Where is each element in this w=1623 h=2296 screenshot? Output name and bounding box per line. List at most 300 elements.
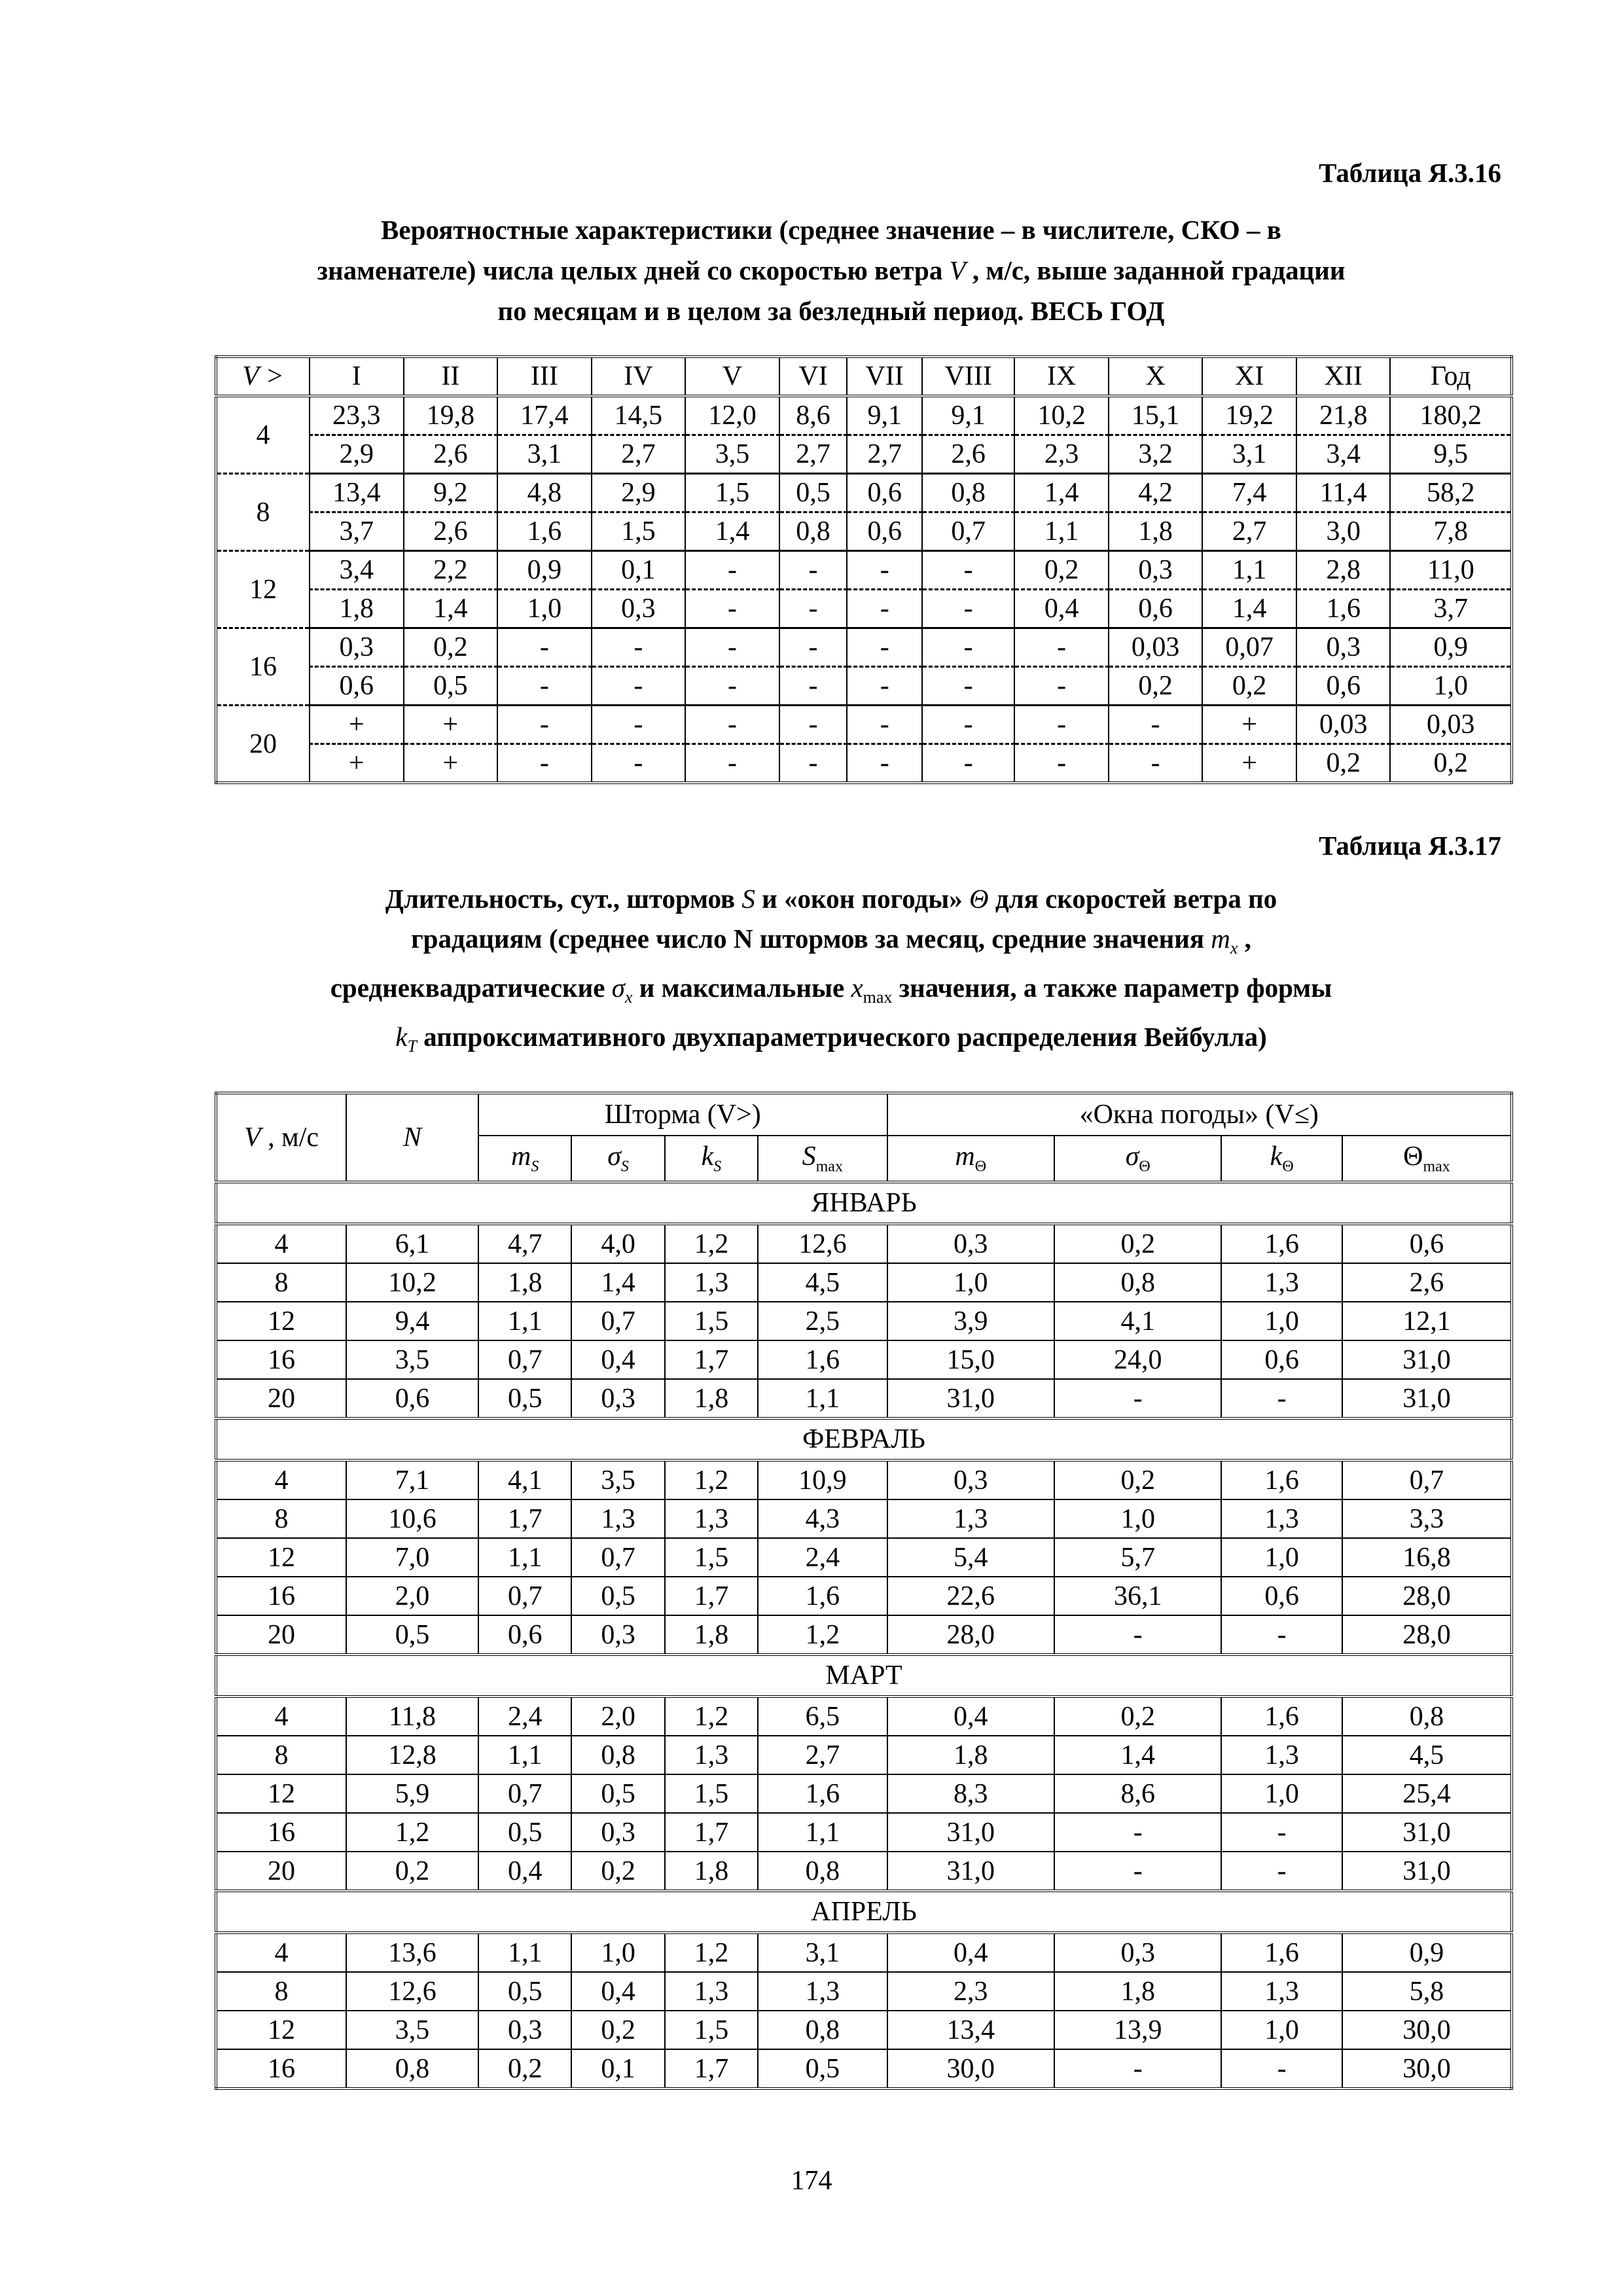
table-17-cell: 3,3 bbox=[1342, 1499, 1512, 1538]
table-17-cell: 0,2 bbox=[1054, 1224, 1221, 1263]
table-16-mean-cell: 12,0 bbox=[685, 396, 779, 435]
table-17-cell: 1,1 bbox=[478, 1736, 571, 1774]
header-storms-group: Шторма (V>) bbox=[478, 1093, 887, 1136]
table-17-cell: 0,5 bbox=[478, 1972, 571, 2011]
table-17-cell: 0,3 bbox=[571, 1615, 664, 1655]
table-16-mean-cell: 23,3 bbox=[310, 396, 404, 435]
table-16-sko-cell: 1,4 bbox=[404, 590, 498, 628]
table-17-cell: 0,2 bbox=[346, 1852, 478, 1891]
table-17-cell: 30,0 bbox=[1342, 2011, 1512, 2049]
table-17-cell: 0,8 bbox=[1054, 1263, 1221, 1302]
table-17-cell: 7,0 bbox=[346, 1538, 478, 1577]
table-17-cell: 4 bbox=[216, 1224, 346, 1263]
table-17-cell: 1,0 bbox=[1054, 1499, 1221, 1538]
table-17-row bbox=[216, 1538, 1512, 1577]
header-windows-group: «Окна погоды» (V≤) bbox=[887, 1093, 1512, 1136]
table-17-cell: - bbox=[1054, 2049, 1221, 2089]
table-16-mean-cell: 0,9 bbox=[497, 551, 592, 590]
table-16-sko-cell: - bbox=[685, 667, 779, 706]
table-17-cell: 0,8 bbox=[346, 2049, 478, 2089]
table-17-cell: 31,0 bbox=[887, 1379, 1054, 1418]
table-16-title-line-3: по месяцам и в целом за безледный период. ВЕСЬ ГОД bbox=[497, 296, 1165, 326]
table-17-cell: 0,2 bbox=[478, 2049, 571, 2089]
table-16-sko-cell: 1,0 bbox=[497, 590, 592, 628]
table-17-month-name: АПРЕЛЬ bbox=[216, 1891, 1512, 1933]
table-17-cell: 1,0 bbox=[887, 1263, 1054, 1302]
table-17-cell: 13,4 bbox=[887, 2011, 1054, 2049]
table-16-sko-cell: - bbox=[847, 590, 922, 628]
table-17-cell: - bbox=[1221, 1615, 1342, 1655]
table-16-mean-cell: 0,2 bbox=[1014, 551, 1109, 590]
table-17-title-line-3: среднеквадратические $\sigma_x$ и максимальные $x_{max}$ значения, а также параметр формы bbox=[330, 973, 1332, 1007]
table-17-cell: 0,2 bbox=[571, 2011, 664, 2049]
table-17-cell: 20 bbox=[216, 1379, 346, 1418]
table-17-cell: 20 bbox=[216, 1615, 346, 1655]
table-17-cell: 1,3 bbox=[1221, 1972, 1342, 2011]
table-17-cell: 31,0 bbox=[1342, 1813, 1512, 1852]
table-16-sko-cell: 2,3 bbox=[1014, 435, 1109, 474]
table-16-sko-cell: 9,5 bbox=[1390, 435, 1512, 474]
table-16-sko-cell: - bbox=[1109, 744, 1203, 783]
table-17-cell: 0,5 bbox=[571, 1577, 664, 1615]
table-17-month-name: МАРТ bbox=[216, 1655, 1512, 1696]
table-16-sko-cell: 7,8 bbox=[1390, 512, 1512, 551]
table-16-header-cell: V > bbox=[216, 357, 310, 396]
table-17-row bbox=[216, 1615, 1512, 1655]
table-17-cell: 0,5 bbox=[571, 1774, 664, 1813]
table-17-cell: 2,4 bbox=[478, 1696, 571, 1736]
table-17-cell: 36,1 bbox=[1054, 1577, 1221, 1615]
table-16-sko-cell: - bbox=[592, 667, 686, 706]
table-17-cell: - bbox=[1054, 1615, 1221, 1655]
table-16-header-cell: IV bbox=[592, 357, 686, 396]
table-17-cell: 0,8 bbox=[1342, 1696, 1512, 1736]
table-16-mean-cell: 0,03 bbox=[1390, 706, 1512, 744]
table-16-mean-cell: 9,2 bbox=[404, 474, 498, 512]
table-16-sko-cell: 0,6 bbox=[310, 667, 404, 706]
table-17 bbox=[215, 1092, 1513, 2090]
table-17-cell: 0,1 bbox=[571, 2049, 664, 2089]
table-17-cell: 0,2 bbox=[1054, 1460, 1221, 1499]
table-17-cell: 0,5 bbox=[346, 1615, 478, 1655]
table-17-cell: 4,0 bbox=[571, 1224, 664, 1263]
table-17-cell: 1,0 bbox=[1221, 1538, 1342, 1577]
table-16-mean-cell: 10,2 bbox=[1014, 396, 1109, 435]
table-17-cell: 31,0 bbox=[1342, 1852, 1512, 1891]
table-16-sko-cell: 0,6 bbox=[1109, 590, 1203, 628]
table-17-month-row bbox=[216, 1418, 1512, 1460]
table-17-cell: - bbox=[1221, 1852, 1342, 1891]
table-16-mean-cell: 11,4 bbox=[1296, 474, 1391, 512]
table-17-cell: 2,5 bbox=[758, 1302, 887, 1340]
table-17-row bbox=[216, 1577, 1512, 1615]
table-17-cell: - bbox=[1221, 1379, 1342, 1418]
table-17-cell: 1,7 bbox=[665, 1340, 758, 1379]
table-17-cell: 28,0 bbox=[1342, 1577, 1512, 1615]
table-17-cell: 12 bbox=[216, 1774, 346, 1813]
table-16-mean-cell: 0,3 bbox=[1109, 551, 1203, 590]
table-17-row bbox=[216, 1460, 1512, 1499]
table-16-sko-cell: - bbox=[1014, 667, 1109, 706]
table-16-mean-cell: 0,3 bbox=[1296, 628, 1391, 667]
header-v: V , м/с bbox=[216, 1093, 346, 1182]
table-17-cell: - bbox=[1054, 1852, 1221, 1891]
table-17-cell: 0,2 bbox=[1054, 1696, 1221, 1736]
table-17-cell: 1,1 bbox=[478, 1538, 571, 1577]
table-17-cell: 0,3 bbox=[887, 1224, 1054, 1263]
table-17-col-header: $k_S$ bbox=[665, 1136, 758, 1182]
table-17-cell: 1,8 bbox=[1054, 1972, 1221, 2011]
table-16-sko-row bbox=[216, 667, 1512, 706]
table-17-cell: 4,1 bbox=[478, 1460, 571, 1499]
table-16-sko-cell: 3,7 bbox=[310, 512, 404, 551]
table-16-mean-cell: + bbox=[1202, 706, 1296, 744]
table-17-cell: 0,7 bbox=[571, 1538, 664, 1577]
table-16-header-row bbox=[216, 357, 1512, 396]
table-16-mean-cell: 4,2 bbox=[1109, 474, 1203, 512]
table-16-mean-cell: 0,03 bbox=[1296, 706, 1391, 744]
table-16-sko-cell: 2,6 bbox=[922, 435, 1014, 474]
table-17-cell: 0,5 bbox=[478, 1379, 571, 1418]
table-17-cell: 12,6 bbox=[758, 1224, 887, 1263]
table-17-cell: 1,3 bbox=[665, 1736, 758, 1774]
table-16-mean-cell: - bbox=[685, 706, 779, 744]
table-17-cell: 0,4 bbox=[478, 1852, 571, 1891]
table-17-cell: 0,8 bbox=[571, 1736, 664, 1774]
table-16-speed-cell: 20 bbox=[216, 706, 310, 783]
table-17-cell: 1,6 bbox=[1221, 1696, 1342, 1736]
table-16-sko-row bbox=[216, 435, 1512, 474]
table-16-mean-cell: - bbox=[922, 706, 1014, 744]
table-17-title-line-2: градациям (среднее число N штормов за месяц, средние значения $m_x$ , bbox=[411, 924, 1251, 958]
table-17-cell: 0,4 bbox=[887, 1696, 1054, 1736]
table-17-cell: 1,5 bbox=[665, 2011, 758, 2049]
table-17-cell: 31,0 bbox=[887, 1813, 1054, 1852]
table-16-sko-cell: 0,6 bbox=[1296, 667, 1391, 706]
table-16-sko-cell: - bbox=[685, 590, 779, 628]
table-16-header-cell: X bbox=[1109, 357, 1203, 396]
table-16-mean-row bbox=[216, 551, 1512, 590]
table-17-cell: 12 bbox=[216, 1302, 346, 1340]
table-16-mean-cell: + bbox=[310, 706, 404, 744]
table-17-header-row-1 bbox=[216, 1093, 1512, 1136]
table-17-cell: 1,1 bbox=[758, 1379, 887, 1418]
table-17-cell: 30,0 bbox=[1342, 2049, 1512, 2089]
table-17-cell: 1,2 bbox=[758, 1615, 887, 1655]
table-16-mean-cell: 1,1 bbox=[1202, 551, 1296, 590]
table-17-cell: 12,6 bbox=[346, 1972, 478, 2011]
table-17-cell: 1,5 bbox=[665, 1538, 758, 1577]
table-17-cell: 28,0 bbox=[1342, 1615, 1512, 1655]
table-17-cell: 0,6 bbox=[478, 1615, 571, 1655]
table-16-mean-row bbox=[216, 706, 1512, 744]
table-17-cell: 0,3 bbox=[571, 1813, 664, 1852]
table-17-cell: 1,0 bbox=[1221, 2011, 1342, 2049]
table-17-cell: 2,3 bbox=[887, 1972, 1054, 2011]
table-17-cell: 9,4 bbox=[346, 1302, 478, 1340]
table-17-row bbox=[216, 1379, 1512, 1418]
table-16-mean-cell: 14,5 bbox=[592, 396, 686, 435]
table-16-mean-cell: 180,2 bbox=[1390, 396, 1512, 435]
table-17-cell: 0,7 bbox=[478, 1774, 571, 1813]
table-17-cell: 1,8 bbox=[478, 1263, 571, 1302]
table-16-header-cell: VI bbox=[779, 357, 847, 396]
table-17-row bbox=[216, 2011, 1512, 2049]
table-16-mean-cell: 13,4 bbox=[310, 474, 404, 512]
table-17-cell: 0,8 bbox=[758, 1852, 887, 1891]
table-17-cell: 2,4 bbox=[758, 1538, 887, 1577]
table-17-cell: 8 bbox=[216, 1263, 346, 1302]
table-16-mean-cell: 0,9 bbox=[1390, 628, 1512, 667]
table-17-cell: 12,1 bbox=[1342, 1302, 1512, 1340]
table-16-mean-cell: + bbox=[404, 706, 498, 744]
table-16-mean-cell: - bbox=[685, 628, 779, 667]
table-17-cell: 4,1 bbox=[1054, 1302, 1221, 1340]
table-17-cell: 16 bbox=[216, 1340, 346, 1379]
table-16-sko-cell: - bbox=[497, 744, 592, 783]
table-17-row bbox=[216, 1224, 1512, 1263]
table-16-sko-cell: - bbox=[779, 590, 847, 628]
table-16-mean-cell: 9,1 bbox=[847, 396, 922, 435]
table-17-cell: 25,4 bbox=[1342, 1774, 1512, 1813]
table-17-cell: 0,3 bbox=[571, 1379, 664, 1418]
table-17-col-header: $\Theta_{max}$ bbox=[1342, 1136, 1512, 1182]
table-16-mean-cell: - bbox=[779, 551, 847, 590]
table-17-cell: 1,7 bbox=[665, 2049, 758, 2089]
table-16-sko-cell: 1,0 bbox=[1390, 667, 1512, 706]
table-16-sko-cell: - bbox=[1014, 744, 1109, 783]
table-16-title-line-2: знаменателе) числа целых дней со скоростью ветра V , м/с, выше заданной градации bbox=[317, 255, 1346, 285]
table-16-mean-cell: 15,1 bbox=[1109, 396, 1203, 435]
table-16-sko-cell: 0,2 bbox=[1109, 667, 1203, 706]
table-16-header-cell: IX bbox=[1014, 357, 1109, 396]
table-17-cell: 1,1 bbox=[478, 1302, 571, 1340]
table-17-row bbox=[216, 1774, 1512, 1813]
table-16-title-line-1: Вероятностные характеристики (среднее значение – в числителе, СКО – в bbox=[381, 215, 1281, 245]
table-17-cell: 1,4 bbox=[571, 1263, 664, 1302]
table-17-cell: 0,4 bbox=[571, 1972, 664, 2011]
table-16-sko-cell: 3,4 bbox=[1296, 435, 1391, 474]
table-17-row bbox=[216, 1263, 1512, 1302]
table-16-header-cell: VIII bbox=[922, 357, 1014, 396]
table-16-sko-cell: 3,1 bbox=[497, 435, 592, 474]
table-16-mean-cell: - bbox=[847, 706, 922, 744]
table-17-cell: 1,3 bbox=[665, 1972, 758, 2011]
table-16-mean-cell: 58,2 bbox=[1390, 474, 1512, 512]
table-16-mean-cell: - bbox=[592, 628, 686, 667]
table-16-mean-cell: - bbox=[592, 706, 686, 744]
table-17-cell: 1,6 bbox=[1221, 1460, 1342, 1499]
table-16-mean-cell: 0,3 bbox=[310, 628, 404, 667]
table-17-row bbox=[216, 1736, 1512, 1774]
table-16-sko-cell: - bbox=[922, 667, 1014, 706]
table-16-header-cell: II bbox=[404, 357, 498, 396]
table-17-cell: 5,8 bbox=[1342, 1972, 1512, 2011]
table-17-cell: 1,5 bbox=[665, 1774, 758, 1813]
table-16-header-cell: I bbox=[310, 357, 404, 396]
table-17-row bbox=[216, 1696, 1512, 1736]
table-16-mean-row bbox=[216, 474, 1512, 512]
table-16-sko-cell: 3,5 bbox=[685, 435, 779, 474]
table-16-sko-cell: 0,7 bbox=[922, 512, 1014, 551]
table-17-cell: 8 bbox=[216, 1736, 346, 1774]
table-16-sko-cell: - bbox=[779, 667, 847, 706]
table-17-cell: 4,5 bbox=[758, 1263, 887, 1302]
table-16-mean-cell: 3,4 bbox=[310, 551, 404, 590]
table-17-cell: 1,2 bbox=[665, 1224, 758, 1263]
table-16-mean-cell: 2,2 bbox=[404, 551, 498, 590]
table-16-mean-cell: - bbox=[1014, 706, 1109, 744]
table-17-row bbox=[216, 1933, 1512, 1972]
table-17-cell: 0,9 bbox=[1342, 1933, 1512, 1972]
table-17-cell: 15,0 bbox=[887, 1340, 1054, 1379]
table-17-cell: 1,2 bbox=[665, 1933, 758, 1972]
table-17-cell: 0,7 bbox=[571, 1302, 664, 1340]
table-16-speed-cell: 12 bbox=[216, 551, 310, 628]
table-16-mean-cell: 9,1 bbox=[922, 396, 1014, 435]
table-16-sko-cell: 1,8 bbox=[1109, 512, 1203, 551]
table-16-sko-cell: 0,2 bbox=[1390, 744, 1512, 783]
table-17-cell: 1,3 bbox=[1221, 1499, 1342, 1538]
table-16-sko-cell: - bbox=[922, 590, 1014, 628]
table-16-mean-cell: 21,8 bbox=[1296, 396, 1391, 435]
table-17-cell: 0,6 bbox=[1221, 1577, 1342, 1615]
table-16-mean-cell: 0,5 bbox=[779, 474, 847, 512]
table-17-cell: - bbox=[1221, 1813, 1342, 1852]
table-17-row bbox=[216, 1340, 1512, 1379]
table-17-cell: 2,0 bbox=[346, 1577, 478, 1615]
table-17-cell: 0,4 bbox=[887, 1933, 1054, 1972]
table-17-cell: 28,0 bbox=[887, 1615, 1054, 1655]
table-16-mean-cell: 0,8 bbox=[922, 474, 1014, 512]
table-17-cell: 1,0 bbox=[1221, 1774, 1342, 1813]
table-16-mean-cell: 8,6 bbox=[779, 396, 847, 435]
table-16-header-cell: VII bbox=[847, 357, 922, 396]
table-16-mean-cell: 0,1 bbox=[592, 551, 686, 590]
table-17-month-name: ЯНВАРЬ bbox=[216, 1182, 1512, 1224]
table-17-cell: 0,3 bbox=[1054, 1933, 1221, 1972]
table-17-cell: 0,7 bbox=[478, 1577, 571, 1615]
table-16-mean-cell: 17,4 bbox=[497, 396, 592, 435]
table-17-month-name: ФЕВРАЛЬ bbox=[216, 1418, 1512, 1460]
table-16-sko-row bbox=[216, 744, 1512, 783]
table-17-cell: 1,6 bbox=[758, 1340, 887, 1379]
table-17-cell: 7,1 bbox=[346, 1460, 478, 1499]
table-17-cell: 4,5 bbox=[1342, 1736, 1512, 1774]
table-17-cell: 6,5 bbox=[758, 1696, 887, 1736]
table-16-sko-cell: - bbox=[685, 744, 779, 783]
table-17-cell: 1,8 bbox=[887, 1736, 1054, 1774]
table-17-col-header: $\sigma_\Theta$ bbox=[1054, 1136, 1221, 1182]
table-17-title-line-4: $k_T$ аппроксимативного двухпараметрического распределения Вейбулла) bbox=[395, 1022, 1267, 1056]
table-17-cell: 1,7 bbox=[665, 1813, 758, 1852]
table-16-sko-cell: 1,5 bbox=[592, 512, 686, 551]
table-16-sko-cell: 2,9 bbox=[310, 435, 404, 474]
table-17-cell: 1,5 bbox=[665, 1302, 758, 1340]
table-16-mean-cell: - bbox=[1014, 628, 1109, 667]
table-17-cell: 3,5 bbox=[346, 2011, 478, 2049]
table-17-row bbox=[216, 1972, 1512, 2011]
table-16-mean-cell: 2,9 bbox=[592, 474, 686, 512]
table-17-cell: 1,0 bbox=[571, 1933, 664, 1972]
table-17-cell: 10,6 bbox=[346, 1499, 478, 1538]
table-17-cell: 0,5 bbox=[758, 2049, 887, 2089]
table-16-mean-cell: 2,8 bbox=[1296, 551, 1391, 590]
table-17-cell: 31,0 bbox=[887, 1852, 1054, 1891]
table-17-title bbox=[196, 879, 1466, 1067]
table-17-cell: 22,6 bbox=[887, 1577, 1054, 1615]
table-17-row bbox=[216, 1813, 1512, 1852]
table-17-col-header: $k_\Theta$ bbox=[1221, 1136, 1342, 1182]
table-16-speed-cell: 8 bbox=[216, 474, 310, 551]
table-16-sko-cell: 2,7 bbox=[779, 435, 847, 474]
table-17-col-header: $\sigma_S$ bbox=[571, 1136, 664, 1182]
table-16-sko-cell: + bbox=[310, 744, 404, 783]
table-17-cell: 2,0 bbox=[571, 1696, 664, 1736]
table-17-cell: 0,7 bbox=[1342, 1460, 1512, 1499]
header-n: N bbox=[346, 1093, 478, 1182]
table-16-header-cell: Год bbox=[1390, 357, 1512, 396]
table-16-sko-cell: 3,2 bbox=[1109, 435, 1203, 474]
table-17-cell: 8 bbox=[216, 1499, 346, 1538]
table-16-sko-cell: 2,6 bbox=[404, 435, 498, 474]
table-17-cell: 5,4 bbox=[887, 1538, 1054, 1577]
table-16-speed-cell: 4 bbox=[216, 396, 310, 474]
table-16-mean-cell: 1,4 bbox=[1014, 474, 1109, 512]
table-16-sko-cell: - bbox=[779, 744, 847, 783]
table-17-cell: 1,6 bbox=[758, 1774, 887, 1813]
table-17-cell: 1,1 bbox=[758, 1813, 887, 1852]
table-17-cell: 1,8 bbox=[665, 1615, 758, 1655]
table-17-cell: 2,7 bbox=[758, 1736, 887, 1774]
table-17-cell: 31,0 bbox=[1342, 1340, 1512, 1379]
table-17-cell: 0,6 bbox=[346, 1379, 478, 1418]
table-16-sko-cell: 2,7 bbox=[1202, 512, 1296, 551]
table-17-cell: 5,9 bbox=[346, 1774, 478, 1813]
table-16-mean-cell: 11,0 bbox=[1390, 551, 1512, 590]
table-16-mean-cell: - bbox=[922, 628, 1014, 667]
table-16-sko-cell: 0,8 bbox=[779, 512, 847, 551]
table-16-sko-cell: 1,8 bbox=[310, 590, 404, 628]
table-16-mean-cell: 19,8 bbox=[404, 396, 498, 435]
table-16-mean-cell: - bbox=[847, 551, 922, 590]
table-16-mean-cell: 7,4 bbox=[1202, 474, 1296, 512]
table-16-sko-cell: 1,4 bbox=[685, 512, 779, 551]
table-16-mean-cell: - bbox=[497, 628, 592, 667]
table-17-cell: 1,3 bbox=[887, 1499, 1054, 1538]
table-17-cell: 0,2 bbox=[571, 1852, 664, 1891]
table-16-mean-cell: 0,07 bbox=[1202, 628, 1296, 667]
table-17-cell: 1,2 bbox=[665, 1696, 758, 1736]
table-17-cell: - bbox=[1054, 1379, 1221, 1418]
table-17-cell: 1,2 bbox=[665, 1460, 758, 1499]
table-17-cell: 1,6 bbox=[1221, 1933, 1342, 1972]
table-17-cell: 1,3 bbox=[1221, 1263, 1342, 1302]
table-16-sko-cell: 0,5 bbox=[404, 667, 498, 706]
table-16-sko-row bbox=[216, 590, 1512, 628]
table-17-cell: 3,9 bbox=[887, 1302, 1054, 1340]
table-17-cell: 1,2 bbox=[346, 1813, 478, 1852]
table-16-sko-cell: 0,2 bbox=[1296, 744, 1391, 783]
table-17-cell: 0,8 bbox=[758, 2011, 887, 2049]
table-16-sko-cell: 3,0 bbox=[1296, 512, 1391, 551]
table-16-title bbox=[196, 209, 1466, 331]
table-17-cell: 10,2 bbox=[346, 1263, 478, 1302]
table-17-cell: 4 bbox=[216, 1933, 346, 1972]
table-17-cell: 12 bbox=[216, 1538, 346, 1577]
table-17-cell: 1,6 bbox=[758, 1577, 887, 1615]
table-16-sko-cell: 2,7 bbox=[847, 435, 922, 474]
